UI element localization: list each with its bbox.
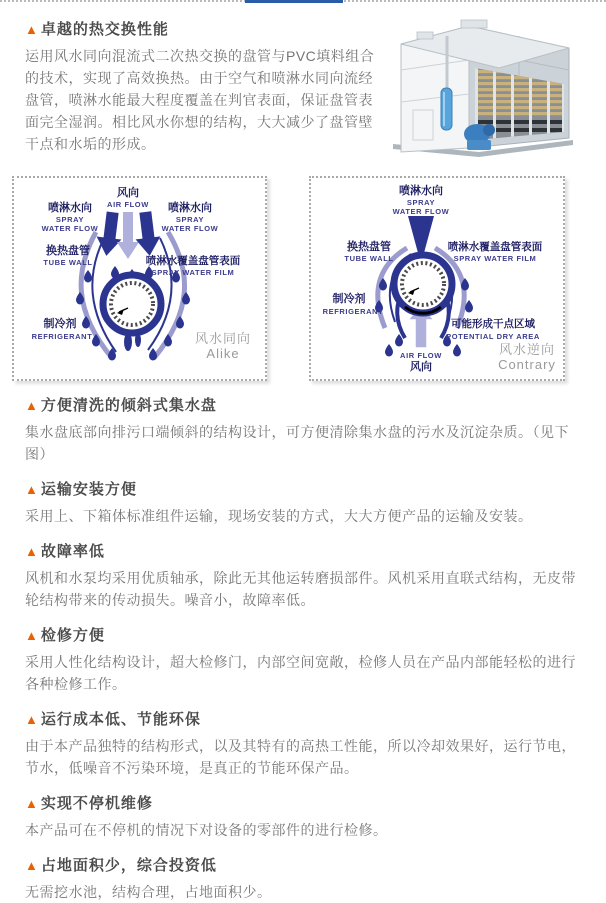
- section-body: 采用人性化结构设计，超大检修门，内部空间宽敞，检修人员在产品内部能轻松的进行各种检修工作。: [25, 654, 576, 692]
- section-heading-text: 检修方便: [40, 627, 105, 644]
- water-film-label-zh: 喷淋水覆盖盘管表面: [145, 255, 241, 267]
- diagram-contrary: [313, 180, 561, 372]
- section-low-cost-eco: [25, 710, 581, 779]
- section-sloped-basin: [25, 396, 581, 465]
- cooling-tower-illustration: [383, 10, 585, 162]
- air-flow-label-zh: 风向: [410, 361, 432, 372]
- section-body: 由于本产品独特的结构形式，以及其特有的高热工性能，所以冷却效果好，运行节电，节水，低噪音不污染环境，是真正的节能环保产品。: [25, 738, 576, 776]
- spray-left-label-zh: 喷淋水向: [48, 202, 92, 214]
- tube-wall-label-zh: 换热盘管: [46, 245, 90, 257]
- section-body: 无需挖水池，结构合理，占地面积少。: [25, 884, 272, 900]
- section-heading: [25, 542, 581, 562]
- water-filter: [441, 88, 452, 130]
- spray-label-en1: SPRAY: [406, 198, 436, 207]
- diagram-alike-box: [12, 176, 267, 381]
- triangle-bullet-icon: ▲: [25, 482, 39, 497]
- section-heading-text: 故障率低: [40, 543, 105, 560]
- section-easy-maintenance: [25, 626, 581, 695]
- section-heading-text: 运行成本低、节能环保: [40, 711, 201, 728]
- air-flow-label-en: AIR FLOW: [107, 200, 149, 209]
- section-body: 集水盘底部向排污口端倾斜的结构设计，可方便清除集水盘的污水及沉淀杂质。（见下图）: [25, 424, 569, 462]
- section-heading-text: 运输安装方便: [40, 481, 137, 498]
- section-heading-text: 实现不停机维修: [40, 795, 153, 812]
- refrigerant-label-en: REFRIGERANT: [31, 332, 93, 341]
- tube-wall-label-zh: 换热盘管: [347, 241, 391, 253]
- section-body: 风机和水泵均采用优质轴承，除此无其他运转磨损部件。风机采用直联式结构，无皮带轮结构带来的传动损失。噪音小，故障率低。: [25, 570, 576, 608]
- dry-area-label-en: POTENTIAL DRY AREA: [446, 332, 540, 341]
- triangle-bullet-icon: ▲: [25, 796, 39, 811]
- spray-right-label-en2: WATER FLOW: [161, 224, 219, 233]
- mode-label-zh: 风水同向: [194, 331, 252, 346]
- water-film-label-zh: 喷淋水覆盖盘管表面: [447, 241, 543, 253]
- triangle-bullet-icon: ▲: [25, 628, 39, 643]
- dry-area-label-zh: 可能形成干点区域: [451, 318, 535, 330]
- section-heading: [25, 856, 581, 876]
- mode-label-en: Alike: [206, 346, 240, 361]
- section-body: 本产品可在不停机的情况下对设备的零部件的进行检修。: [25, 822, 388, 838]
- spray-label-zh: 喷淋水向: [399, 185, 443, 197]
- section-body: 采用上、下箱体标准组件运输，现场安装的方式，大大方便产品的运输及安装。: [25, 508, 533, 524]
- top-dotted-divider: [0, 0, 606, 2]
- section-heading: [25, 20, 387, 40]
- spray-left-label-en2: WATER FLOW: [41, 224, 99, 233]
- feature-sections: [25, 396, 581, 903]
- spray-label-en2: WATER FLOW: [392, 207, 450, 216]
- cooling-tower-photo: [383, 10, 585, 162]
- downward-flow-arrows: [94, 211, 162, 259]
- section-nonstop-repair: [25, 794, 581, 841]
- refrigerant-label-en: REFRIGERANT: [322, 307, 384, 316]
- diagram-alike: [16, 180, 263, 370]
- triangle-bullet-icon: ▲: [25, 544, 39, 559]
- mode-label-en: Contrary: [498, 357, 556, 372]
- air-flow-label-zh: 风向: [117, 187, 139, 199]
- diagram-contrary-box: [309, 176, 565, 381]
- section-heading-text: 占地面积少，综合投资低: [40, 857, 217, 874]
- tube-cross-section: [394, 255, 452, 313]
- air-flow-label-en: AIR FLOW: [400, 351, 442, 360]
- mode-label-zh: 风水逆向: [498, 342, 556, 357]
- section-heading: [25, 480, 581, 500]
- flow-diagrams: [12, 176, 606, 381]
- triangle-bullet-icon: ▲: [25, 858, 39, 873]
- refrigerant-label-zh: 制冷剂: [332, 293, 366, 305]
- water-film-label-en: SPRAY WATER FILM: [151, 268, 235, 277]
- tube-wall-label-en: TUBE WALL: [43, 258, 93, 267]
- spray-right-label-en1: SPRAY: [175, 215, 205, 224]
- section-heading: [25, 710, 581, 730]
- section-heading-text: 卓越的热交换性能: [40, 21, 169, 38]
- section-heading-text: 方便清洗的倾斜式集水盘: [40, 397, 217, 414]
- spray-left-label-en1: SPRAY: [55, 215, 85, 224]
- top-blue-accent-bar: [245, 0, 343, 3]
- section-body: 运用风水同向混流式二次热交换的盘管与PVC填料组合的技术，实现了高效换热。由于空气和喷淋水同向流经盘管，喷淋水能最大程度覆盖在判官表面，保证盘管表面完全湿润。相比风水你想的结构，大大减少了盘管壁干点和水垢的形成。: [25, 48, 375, 152]
- section-transport-install: [25, 480, 581, 527]
- tube-cross-section: [103, 275, 161, 351]
- section-heat-exchange: [25, 20, 585, 166]
- section-heading: [25, 626, 581, 646]
- triangle-bullet-icon: ▲: [25, 22, 39, 37]
- section-low-failure: [25, 542, 581, 611]
- water-film-label-en: SPRAY WATER FILM: [453, 254, 537, 263]
- section-small-footprint: [25, 856, 581, 903]
- section-heading: [25, 794, 581, 814]
- refrigerant-label-zh: 制冷剂: [43, 318, 77, 330]
- section-heading: [25, 396, 581, 416]
- tube-wall-label-en: TUBE WALL: [344, 254, 394, 263]
- triangle-bullet-icon: ▲: [25, 398, 39, 413]
- spray-right-label-zh: 喷淋水向: [168, 202, 212, 214]
- triangle-bullet-icon: ▲: [25, 712, 39, 727]
